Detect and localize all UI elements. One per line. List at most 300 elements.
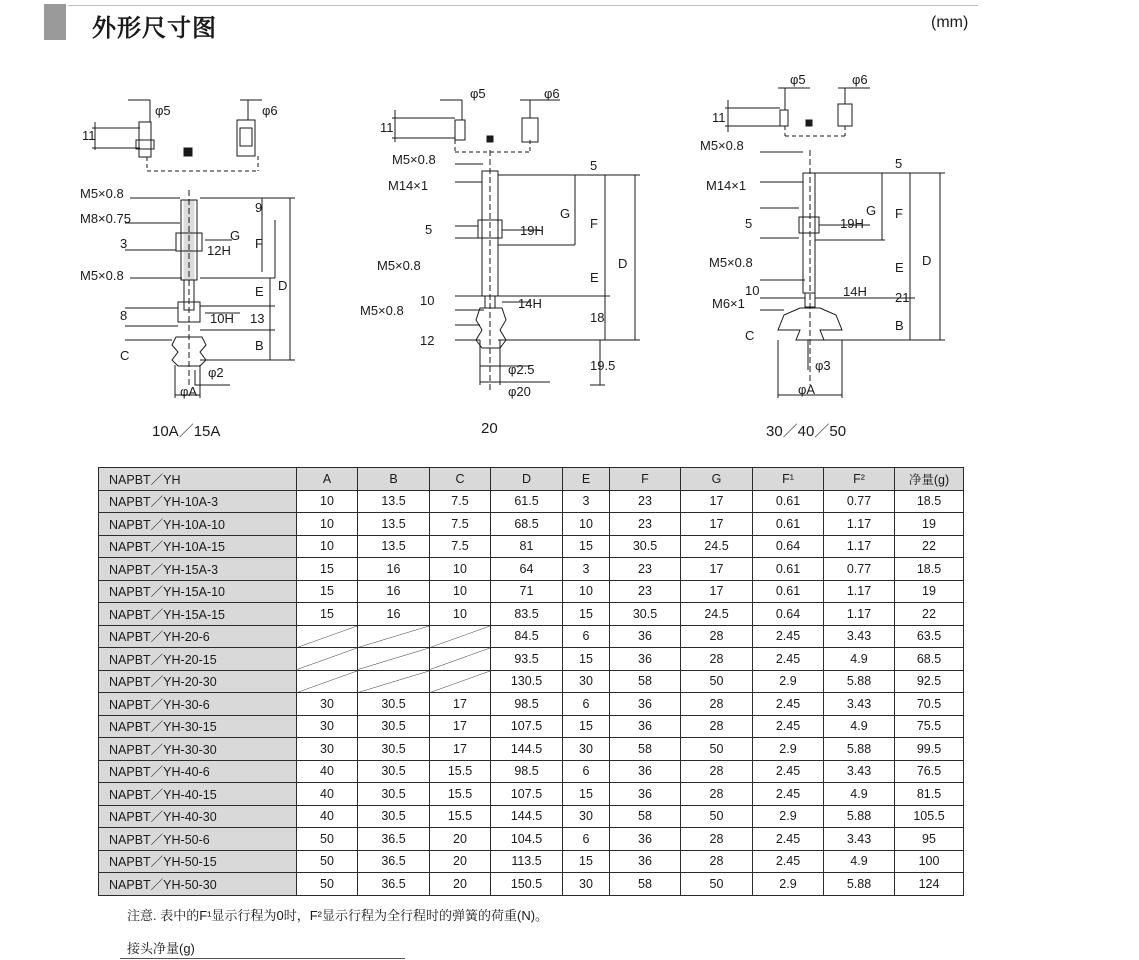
model-cell: NAPBT／YH-50-15 [99,850,297,873]
divider [120,958,405,959]
value-cell: 23 [610,558,681,581]
d3-label: φ5 [790,72,806,87]
value-cell: 15 [563,850,610,873]
value-cell: 6 [563,760,610,783]
value-cell: 17 [430,738,491,761]
value-cell: 107.5 [491,715,563,738]
table-row [99,850,964,873]
d2-label: E [590,270,599,285]
value-cell: 20 [430,873,491,896]
table-row [99,648,964,671]
value-cell: 2.45 [753,850,824,873]
d2-label: G [560,206,571,221]
header-cell: E [563,468,610,491]
note-spring-load: 注意. 表中的F¹显示行程为0时，F²显示行程为全行程时的弹簧的荷重(N)。 [127,908,549,923]
value-cell: 30 [297,693,358,716]
table-row [99,738,964,761]
value-cell: 20 [430,850,491,873]
value-cell: 2.9 [753,670,824,693]
value-cell: 50 [681,670,753,693]
value-cell: 15 [563,648,610,671]
value-cell: 68.5 [491,513,563,536]
d3-label: 5 [895,156,903,171]
value-cell: 6 [563,693,610,716]
value-cell: 17 [681,558,753,581]
value-cell: 4.9 [824,783,895,806]
title-marker [44,4,66,40]
value-cell: 0.61 [753,513,824,536]
value-cell: 30 [563,738,610,761]
value-cell: 40 [297,783,358,806]
value-cell: 22 [895,535,964,558]
not-applicable-cell [358,625,430,648]
d3-label: 10 [745,283,760,298]
note-fitting-weight: 接头净量(g) [127,941,195,956]
model-cell: NAPBT／YH-10A-3 [99,490,297,513]
value-cell: 6 [563,828,610,851]
value-cell: 50 [297,873,358,896]
model-cell: NAPBT／YH-15A-15 [99,603,297,626]
value-cell: 36.5 [358,850,430,873]
value-cell: 17 [681,580,753,603]
not-applicable-cell [358,670,430,693]
value-cell: 36 [610,693,681,716]
model-cell: NAPBT／YH-40-30 [99,805,297,828]
value-cell: 30.5 [358,760,430,783]
value-cell: 10 [430,580,491,603]
value-cell: 36 [610,828,681,851]
value-cell: 61.5 [491,490,563,513]
value-cell: 104.5 [491,828,563,851]
d3-label: C [745,328,755,343]
value-cell: 13.5 [358,513,430,536]
value-cell: 3.43 [824,625,895,648]
value-cell: 15 [297,558,358,581]
value-cell: 10 [297,513,358,536]
d1-label: 12H [207,243,231,258]
value-cell: 2.45 [753,625,824,648]
value-cell: 28 [681,828,753,851]
d1-label: 9 [255,200,263,215]
value-cell: 19 [895,513,964,536]
value-cell: 3.43 [824,693,895,716]
d3-label: M5×0.8 [700,138,744,153]
value-cell: 15.5 [430,760,491,783]
table-row [99,625,964,648]
value-cell: 144.5 [491,805,563,828]
value-cell: 130.5 [491,670,563,693]
value-cell: 36 [610,625,681,648]
not-applicable-cell [297,648,358,671]
value-cell: 20 [430,828,491,851]
d1-label: 13 [250,311,265,326]
d1-label: 10H [210,311,234,326]
value-cell: 70.5 [895,693,964,716]
header-cell: A [297,468,358,491]
value-cell: 15 [563,783,610,806]
value-cell: 98.5 [491,760,563,783]
value-cell: 18.5 [895,490,964,513]
value-cell: 0.77 [824,558,895,581]
value-cell: 30 [563,805,610,828]
d2-label: 19.5 [590,358,616,373]
value-cell: 5.88 [824,805,895,828]
d3-label: D [922,253,932,268]
value-cell: 17 [681,490,753,513]
value-cell: 50 [297,828,358,851]
value-cell: 23 [610,513,681,536]
value-cell: 4.9 [824,715,895,738]
value-cell: 28 [681,850,753,873]
value-cell: 6 [563,625,610,648]
d3-label: M14×1 [706,178,747,193]
header-cell: F [610,468,681,491]
header-cell: NAPBT／YH [99,468,297,491]
model-cell: NAPBT／YH-20-6 [99,625,297,648]
d3-label: 5 [745,216,753,231]
header-cell: F² [824,468,895,491]
d1-label: 3 [120,236,128,251]
value-cell: 28 [681,648,753,671]
table-header-row [99,468,964,491]
header-cell: F¹ [753,468,824,491]
d1-label: B [255,338,264,353]
not-applicable-cell [297,670,358,693]
value-cell: 58 [610,873,681,896]
value-cell: 40 [297,760,358,783]
d1-label: φA [180,384,198,399]
d2-label: M5×0.8 [360,303,404,318]
value-cell: 36 [610,648,681,671]
value-cell: 16 [358,580,430,603]
value-cell: 50 [681,873,753,896]
value-cell: 92.5 [895,670,964,693]
value-cell: 81 [491,535,563,558]
caption-30-40-50: 30／40／50 [766,423,847,440]
value-cell: 58 [610,670,681,693]
value-cell: 15 [563,715,610,738]
value-cell: 2.45 [753,828,824,851]
value-cell: 30.5 [358,805,430,828]
value-cell: 71 [491,580,563,603]
table-row [99,760,964,783]
value-cell: 0.77 [824,490,895,513]
value-cell: 15.5 [430,783,491,806]
value-cell: 23 [610,580,681,603]
value-cell: 15 [563,535,610,558]
value-cell: 28 [681,625,753,648]
table-row [99,693,964,716]
value-cell: 1.17 [824,603,895,626]
value-cell: 1.17 [824,535,895,558]
value-cell: 93.5 [491,648,563,671]
value-cell: 95 [895,828,964,851]
value-cell: 144.5 [491,738,563,761]
d2-label: 11 [380,120,394,135]
table-row [99,513,964,536]
d1-label: C [120,348,130,363]
value-cell: 22 [895,603,964,626]
table-row [99,535,964,558]
value-cell: 4.9 [824,648,895,671]
table-row [99,715,964,738]
value-cell: 30.5 [358,715,430,738]
value-cell: 18.5 [895,558,964,581]
d1-label: 11 [82,128,96,143]
d3-label: B [895,318,904,333]
model-cell: NAPBT／YH-20-15 [99,648,297,671]
value-cell: 64 [491,558,563,581]
value-cell: 113.5 [491,850,563,873]
value-cell: 0.61 [753,558,824,581]
value-cell: 24.5 [681,535,753,558]
model-cell: NAPBT／YH-50-30 [99,873,297,896]
value-cell: 50 [681,738,753,761]
model-cell: NAPBT／YH-50-6 [99,828,297,851]
value-cell: 30.5 [610,535,681,558]
model-cell: NAPBT／YH-10A-10 [99,513,297,536]
value-cell: 16 [358,603,430,626]
table-row [99,580,964,603]
value-cell: 30.5 [610,603,681,626]
value-cell: 2.9 [753,805,824,828]
d3-label: 11 [712,110,726,125]
value-cell: 0.61 [753,580,824,603]
value-cell: 13.5 [358,535,430,558]
model-cell: NAPBT／YH-15A-3 [99,558,297,581]
value-cell: 10 [297,490,358,513]
d1-label: F [255,236,263,251]
d2-label: M14×1 [388,178,429,193]
d1-label: φ2 [208,365,224,380]
value-cell: 3 [563,490,610,513]
value-cell: 83.5 [491,603,563,626]
value-cell: 98.5 [491,693,563,716]
value-cell: 2.9 [753,873,824,896]
d3-label: F [895,206,903,221]
dimension-drawings [0,40,1139,420]
table-row [99,805,964,828]
value-cell: 76.5 [895,760,964,783]
value-cell: 58 [610,805,681,828]
value-cell: 100 [895,850,964,873]
d2-label: F [590,216,598,231]
d1-label: D [278,278,288,293]
value-cell: 99.5 [895,738,964,761]
page-title: 外形尺寸图 [92,14,217,42]
value-cell: 40 [297,805,358,828]
value-cell: 2.45 [753,715,824,738]
value-cell: 15 [297,603,358,626]
value-cell: 30 [297,715,358,738]
header-cell: D [491,468,563,491]
not-applicable-cell [430,670,491,693]
d3-label: M5×0.8 [709,255,753,270]
value-cell: 0.61 [753,490,824,513]
model-cell: NAPBT／YH-40-6 [99,760,297,783]
d1-label: φ5 [155,103,171,118]
value-cell: 30 [563,873,610,896]
d3-label: φ6 [852,72,868,87]
model-cell: NAPBT／YH-20-30 [99,670,297,693]
value-cell: 36 [610,715,681,738]
value-cell: 58 [610,738,681,761]
caption-10a-15a: 10A／15A [152,423,221,440]
d2-label: 5 [425,222,433,237]
value-cell: 7.5 [430,513,491,536]
table-row [99,490,964,513]
table-row [99,670,964,693]
d2-label: D [618,256,628,271]
value-cell: 0.64 [753,535,824,558]
table-row [99,783,964,806]
value-cell: 10 [297,535,358,558]
model-cell: NAPBT／YH-30-30 [99,738,297,761]
dimension-table [98,467,964,896]
value-cell: 15.5 [430,805,491,828]
value-cell: 36 [610,783,681,806]
d2-label: M5×0.8 [392,152,436,167]
value-cell: 124 [895,873,964,896]
not-applicable-cell [430,625,491,648]
value-cell: 4.9 [824,850,895,873]
value-cell: 68.5 [895,648,964,671]
value-cell: 2.45 [753,693,824,716]
d3-label: 14H [843,284,867,299]
value-cell: 150.5 [491,873,563,896]
value-cell: 17 [430,715,491,738]
value-cell: 30.5 [358,693,430,716]
value-cell: 36 [610,760,681,783]
unit-label: (mm) [931,14,969,31]
model-cell: NAPBT／YH-30-6 [99,693,297,716]
d1-label: M5×0.8 [80,186,124,201]
value-cell: 1.17 [824,513,895,536]
d3-label: M6×1 [712,296,745,311]
value-cell: 107.5 [491,783,563,806]
value-cell: 28 [681,760,753,783]
not-applicable-cell [358,648,430,671]
not-applicable-cell [297,625,358,648]
value-cell: 63.5 [895,625,964,648]
value-cell: 30 [297,738,358,761]
model-cell: NAPBT／YH-40-15 [99,783,297,806]
value-cell: 50 [681,805,753,828]
value-cell: 36 [610,850,681,873]
value-cell: 10 [430,603,491,626]
value-cell: 19 [895,580,964,603]
d3-label: 19H [840,216,864,231]
value-cell: 10 [563,513,610,536]
value-cell: 81.5 [895,783,964,806]
value-cell: 28 [681,783,753,806]
d2-label: φ2.5 [508,362,535,377]
value-cell: 105.5 [895,805,964,828]
value-cell: 50 [297,850,358,873]
value-cell: 28 [681,693,753,716]
d3-label: φA [798,382,816,397]
value-cell: 30 [563,670,610,693]
value-cell: 2.45 [753,648,824,671]
d1-label: E [255,284,264,299]
d2-label: 10 [420,293,435,308]
d2-label: φ20 [508,384,531,399]
model-cell: NAPBT／YH-15A-10 [99,580,297,603]
d1-label: M8×0.75 [80,211,131,226]
d3-label: G [866,203,877,218]
table-row [99,558,964,581]
not-applicable-cell [430,648,491,671]
value-cell: 13.5 [358,490,430,513]
drawing-30-40-50 [725,88,945,398]
d3-label: φ3 [815,358,831,373]
d2-label: 19H [520,223,544,238]
d1-label: G [230,228,241,243]
d2-label: M5×0.8 [377,258,421,273]
d2-label: 5 [590,158,598,173]
value-cell: 1.17 [824,580,895,603]
header-cell: B [358,468,430,491]
value-cell: 24.5 [681,603,753,626]
d2-label: φ6 [544,86,560,101]
value-cell: 28 [681,715,753,738]
value-cell: 3.43 [824,760,895,783]
value-cell: 3 [563,558,610,581]
table-row [99,873,964,896]
value-cell: 7.5 [430,535,491,558]
model-cell: NAPBT／YH-10A-15 [99,535,297,558]
value-cell: 36.5 [358,873,430,896]
value-cell: 7.5 [430,490,491,513]
header-cell: G [681,468,753,491]
value-cell: 5.88 [824,873,895,896]
value-cell: 17 [681,513,753,536]
d3-label: 21 [895,290,910,305]
value-cell: 30.5 [358,738,430,761]
d3-label: E [895,260,904,275]
value-cell: 5.88 [824,738,895,761]
d2-label: 12 [420,333,435,348]
d1-label: M5×0.8 [80,268,124,283]
d2-label: φ5 [470,86,486,101]
value-cell: 3.43 [824,828,895,851]
value-cell: 30.5 [358,783,430,806]
table-row [99,828,964,851]
value-cell: 2.9 [753,738,824,761]
value-cell: 10 [563,580,610,603]
model-cell: NAPBT／YH-30-15 [99,715,297,738]
value-cell: 17 [430,693,491,716]
d2-label: 14H [518,296,542,311]
table-row [99,603,964,626]
d2-label: 18 [590,310,605,325]
value-cell: 36.5 [358,828,430,851]
d1-label: φ6 [262,103,278,118]
value-cell: 75.5 [895,715,964,738]
caption-20: 20 [481,420,498,437]
value-cell: 10 [430,558,491,581]
value-cell: 2.45 [753,760,824,783]
header-cell: C [430,468,491,491]
value-cell: 84.5 [491,625,563,648]
value-cell: 0.64 [753,603,824,626]
value-cell: 15 [297,580,358,603]
value-cell: 15 [563,603,610,626]
header-rule [68,5,978,6]
header-cell: 净量(g) [895,468,964,491]
d1-label: 8 [120,308,128,323]
value-cell: 5.88 [824,670,895,693]
